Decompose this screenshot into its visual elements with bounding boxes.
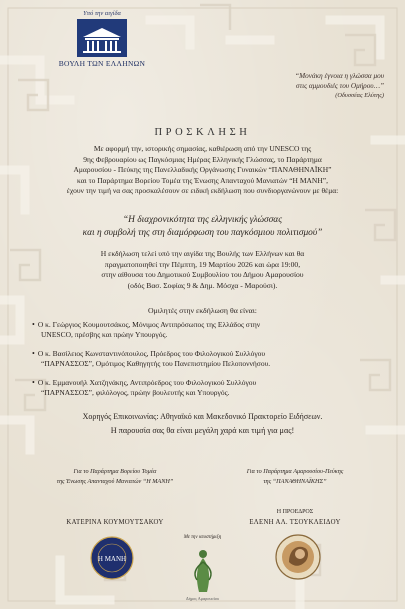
- speaker-item: [32, 378, 384, 398]
- intro-line: και το Παράρτημα Βορείου Τομέα της Ένωσης Απανταχού Μανιατών “Η ΜΑΝΗ”,: [77, 175, 328, 185]
- speaker-line-1: Ο κ. Βασίλειος Κωνσταντινόπουλος, Πρόεδρος του Φιλολογικού Συλλόγου: [37, 349, 266, 358]
- mani-logo-text: Η ΜΑΝΗ: [97, 555, 127, 563]
- intro-paragraph: [22, 144, 383, 197]
- speaker-line-1: Ο κ. Γεώργιος Κουμουτσάκος, Μόνιμος Αντιπρόσωπος της Ελλάδος στην: [37, 320, 261, 329]
- municipality-label: Δήμος Αμαρουσίου: [186, 596, 219, 601]
- left-organization: [30, 467, 200, 486]
- bullet-icon: •: [32, 378, 35, 387]
- elytis-quote: [232, 71, 384, 101]
- right-signatory: ΕΛΕΝΗ ΑΛ. ΤΣΟΥΚΛΕΙΔΟΥ: [249, 519, 341, 526]
- left-org-line-1: Για το Παράρτημα Βορείου Τομέα: [73, 468, 157, 475]
- speaker-item: [32, 320, 384, 340]
- intro-line: 9ης Φεβρουαρίου ως Παγκόσμιας Ημέρας Ελληνικής Γλώσσας, το Παράρτημα: [83, 154, 322, 164]
- quote-line-2: στις αμμουδιές του Ομήρου…”: [296, 82, 384, 90]
- quote-line-1: “Μονάκη έγνοια η γλώσσα μου: [295, 72, 384, 80]
- intro-line: Αμαρουσίου - Πεύκης της Πανελλαδικής Οργάνωσης Γυναικών “ΠΑΝΑΘΗΝΑΪΚΗ”: [73, 165, 332, 175]
- panathinaiki-logo: [275, 534, 321, 580]
- bullet-icon: •: [32, 349, 35, 358]
- chair-label: Η ΠΡΟΕΔΡΟΣ: [276, 509, 314, 515]
- speaker-line-2: UNESCO, πρέσβης και πρώην Υπουργός.: [41, 330, 168, 340]
- intro-line: έχουν την τιμή να σας προσκαλέσουν σε ειδική εκδήλωση που συνδιοργανώνουν με θέμα:: [66, 186, 339, 196]
- communications-sponsor: Χορηγός Επικοινωνίας: Αθηναϊκό και Μακεδονικό Πρακτορείο Ειδήσεων.: [82, 412, 323, 421]
- right-organization: [210, 467, 380, 486]
- logo-org-name: ΒΟΥΛΗ ΤΩΝ ΕΛΛΗΝΩΝ: [58, 59, 146, 68]
- speaker-line-2: “ΠΑΡΝΑΣΣΟΣ”, φιλόλογος, πρώην βουλευτής και Υπουργός.: [41, 388, 230, 398]
- municipality-logo: [183, 546, 223, 596]
- event-line: Η εκδήλωση τελεί υπό την αιγίδα της Βουλής των Ελλήνων και θα: [100, 249, 305, 258]
- quote-author: (Οδυσσέας Ελύτης): [335, 92, 384, 99]
- speaker-line-2: “ΠΑΡΝΑΣΣΟΣ”, Ομότιμος Καθηγητής του Πανεπιστημίου Πελοποννήσου.: [41, 359, 271, 369]
- closing-line: Η παρουσία σας θα είναι μεγάλη χαρά και τιμή για μας!: [110, 426, 295, 435]
- event-line: (οδός Βασ. Σοφίας 9 & Δημ. Μόσχα - Μαρούσι).: [127, 280, 278, 290]
- mani-logo: [90, 536, 134, 580]
- left-signatory: ΚΑΤΕΡΙΝΑ ΚΟΥΜΟΥΤΣΑΚΟΥ: [66, 519, 164, 526]
- speaker-item: [32, 349, 384, 369]
- speaker-line-1: Ο κ. Εμμανουήλ Χατζηνάκης, Αντιπρόεδρος του Φιλολογικού Συλλόγου: [37, 378, 257, 387]
- speakers-heading: Ομιλητές στην εκδήλωση θα είναι:: [148, 306, 257, 315]
- right-org-line-2: της “ΠΑΝΑΘΗΝΑΪΚΗΣ”: [263, 477, 327, 485]
- event-subject: [22, 214, 383, 239]
- logo-caption: Υπό την αιγίδα: [83, 10, 121, 17]
- parliament-building-icon: [77, 19, 127, 57]
- page-title: ΠΡΟΣΚΛΗΣΗ: [154, 127, 251, 138]
- event-line: στην αίθουσα του Δημοτικού Συμβουλίου του Δήμου Αμαρουσίου: [101, 270, 304, 280]
- subject-line-2: και η συμβολή της στη διαμόρφωση του παγκόσμιου πολιτισμού”: [82, 227, 323, 238]
- parliament-logo: [54, 10, 150, 68]
- left-org-line-2: της Ένωσης Απανταχού Μανιατών “Η ΜΑΝΗ”: [56, 477, 174, 485]
- bullet-icon: •: [32, 320, 35, 329]
- event-line: πραγματοποιηθεί την Πέμπτη, 19 Μαρτίου 2026 και ώρα 19:00,: [104, 259, 301, 269]
- event-details: [22, 249, 383, 291]
- right-org-line-1: Για το Παράρτημα Αμαρουσίου-Πεύκης: [246, 468, 344, 475]
- intro-line: Με αφορμή την, ιστορικής σημασίας, καθιέρωση από την UNESCO της: [93, 144, 312, 153]
- support-label: Με την υποστήριξη: [183, 535, 222, 540]
- subject-line-1: “Η διαχρονικότητα της ελληνικής γλώσσας: [122, 215, 283, 225]
